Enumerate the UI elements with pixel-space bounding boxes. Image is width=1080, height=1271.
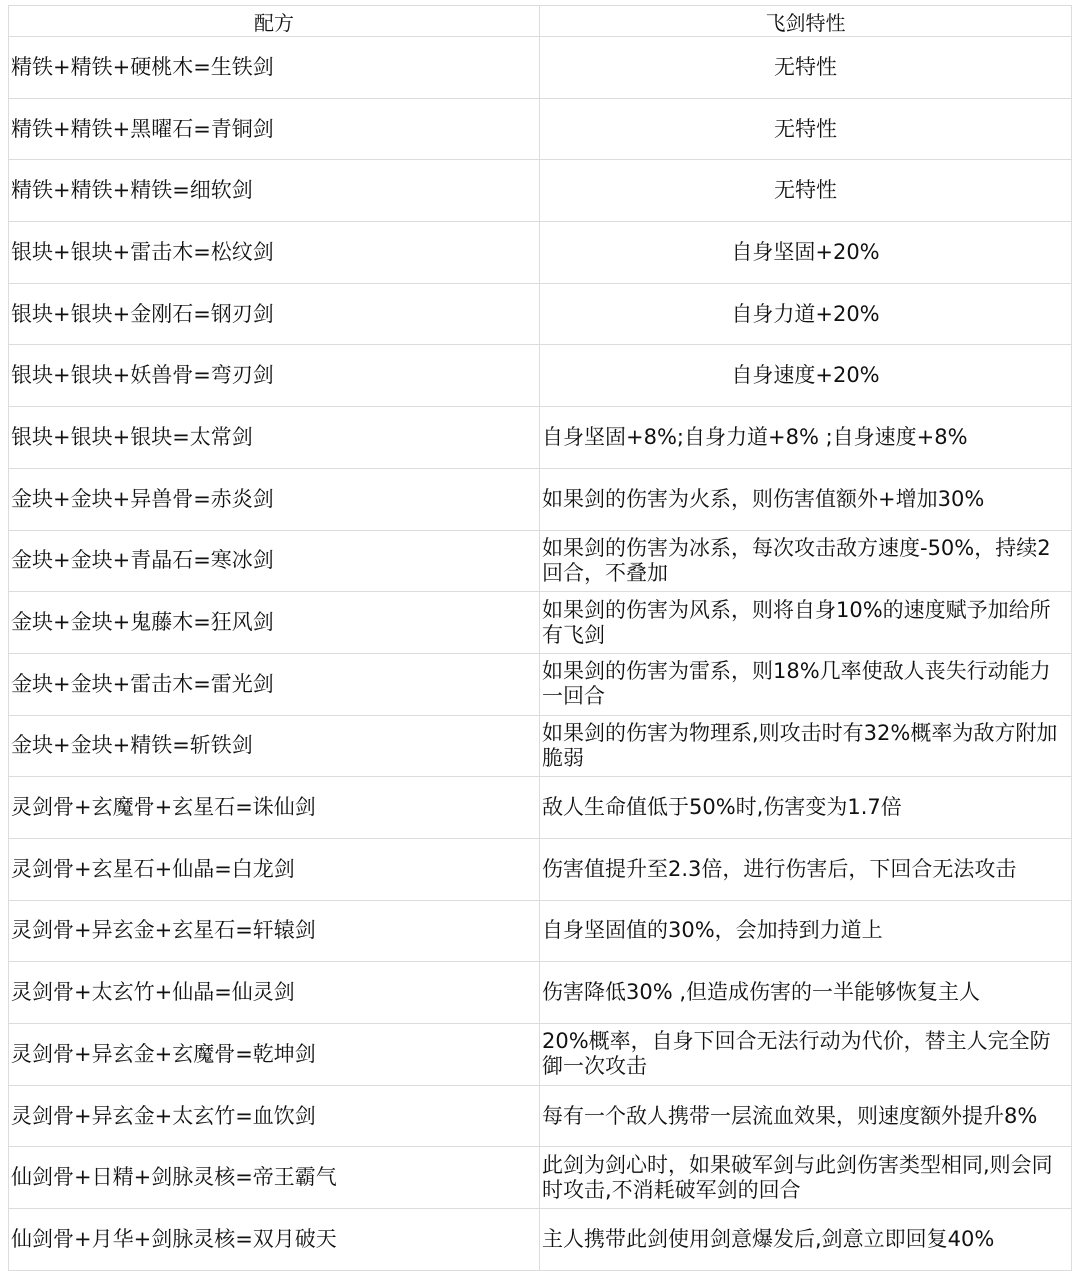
table-row <box>9 777 1072 839</box>
table-row <box>9 653 1072 715</box>
recipe-cell: 银块+银块+雷击木=松纹剑 <box>9 222 540 284</box>
recipe-cell: 银块+银块+金刚石=钢刃剑 <box>9 283 540 345</box>
trait-cell: 伤害值提升至2.3倍，进行伤害后，下回合无法攻击 <box>540 838 1072 900</box>
trait-cell: 无特性 <box>540 37 1072 99</box>
table-row <box>9 283 1072 345</box>
trait-cell: 自身坚固值的30%，会加持到力道上 <box>540 900 1072 962</box>
trait-cell: 无特性 <box>540 160 1072 222</box>
trait-cell: 无特性 <box>540 98 1072 160</box>
trait-cell: 如果剑的伤害为物理系,则攻击时有32%概率为敌方附加脆弱 <box>540 715 1072 777</box>
recipe-cell: 精铁+精铁+精铁=细软剑 <box>9 160 540 222</box>
recipe-cell: 金块+金块+异兽骨=赤炎剑 <box>9 468 540 530</box>
trait-cell: 敌人生命值低于50%时,伤害变为1.7倍 <box>540 777 1072 839</box>
recipe-cell: 精铁+精铁+硬桃木=生铁剑 <box>9 37 540 99</box>
recipe-cell: 仙剑骨+月华+剑脉灵核=双月破天 <box>9 1209 540 1271</box>
recipe-cell: 精铁+精铁+黑曜石=青铜剑 <box>9 98 540 160</box>
trait-cell: 伤害降低30% ,但造成伤害的一半能够恢复主人 <box>540 962 1072 1024</box>
recipe-cell: 银块+银块+银块=太常剑 <box>9 407 540 469</box>
table-row <box>9 838 1072 900</box>
recipe-cell: 金块+金块+精铁=斩铁剑 <box>9 715 540 777</box>
table-row <box>9 37 1072 99</box>
recipe-cell: 灵剑骨+太玄竹+仙晶=仙灵剑 <box>9 962 540 1024</box>
table-row <box>9 1024 1072 1086</box>
table-row <box>9 160 1072 222</box>
table-row <box>9 715 1072 777</box>
trait-cell: 如果剑的伤害为风系，则将自身10%的速度赋予加给所有飞剑 <box>540 592 1072 654</box>
header-recipe: 配方 <box>9 6 540 37</box>
table-row <box>9 345 1072 407</box>
trait-cell: 自身速度+20% <box>540 345 1072 407</box>
recipe-cell: 灵剑骨+玄魔骨+玄星石=诛仙剑 <box>9 777 540 839</box>
recipe-cell: 灵剑骨+异玄金+太玄竹=血饮剑 <box>9 1085 540 1147</box>
trait-cell: 如果剑的伤害为火系，则伤害值额外+增加30% <box>540 468 1072 530</box>
table-body <box>9 37 1072 1271</box>
header-trait: 飞剑特性 <box>540 6 1072 37</box>
recipe-cell: 银块+银块+妖兽骨=弯刃剑 <box>9 345 540 407</box>
table-row <box>9 530 1072 592</box>
trait-cell: 主人携带此剑使用剑意爆发后,剑意立即回复40% <box>540 1209 1072 1271</box>
table-row <box>9 962 1072 1024</box>
trait-cell: 如果剑的伤害为雷系，则18%几率使敌人丧失行动能力一回合 <box>540 653 1072 715</box>
trait-cell: 每有一个敌人携带一层流血效果，则速度额外提升8% <box>540 1085 1072 1147</box>
recipe-cell: 金块+金块+青晶石=寒冰剑 <box>9 530 540 592</box>
recipe-cell: 金块+金块+雷击木=雷光剑 <box>9 653 540 715</box>
recipe-cell: 仙剑骨+日精+剑脉灵核=帝王霸气 <box>9 1147 540 1209</box>
table-row <box>9 1085 1072 1147</box>
recipe-cell: 金块+金块+鬼藤木=狂风剑 <box>9 592 540 654</box>
trait-cell: 此剑为剑心时，如果破军剑与此剑伤害类型相同,则会同时攻击,不消耗破军剑的回合 <box>540 1147 1072 1209</box>
recipe-table-container <box>8 5 1071 1271</box>
table-row <box>9 222 1072 284</box>
table-row <box>9 468 1072 530</box>
recipe-cell: 灵剑骨+玄星石+仙晶=白龙剑 <box>9 838 540 900</box>
table-row <box>9 98 1072 160</box>
flying-sword-recipe-table <box>8 5 1072 1271</box>
table-row <box>9 1209 1072 1271</box>
table-row <box>9 900 1072 962</box>
trait-cell: 如果剑的伤害为冰系，每次攻击敌方速度-50%，持续2回合，不叠加 <box>540 530 1072 592</box>
table-row <box>9 407 1072 469</box>
trait-cell: 20%概率，自身下回合无法行动为代价，替主人完全防御一次攻击 <box>540 1024 1072 1086</box>
trait-cell: 自身坚固+8%;自身力道+8% ;自身速度+8% <box>540 407 1072 469</box>
recipe-cell: 灵剑骨+异玄金+玄魔骨=乾坤剑 <box>9 1024 540 1086</box>
recipe-cell: 灵剑骨+异玄金+玄星石=轩辕剑 <box>9 900 540 962</box>
table-header-row <box>9 6 1072 37</box>
trait-cell: 自身坚固+20% <box>540 222 1072 284</box>
trait-cell: 自身力道+20% <box>540 283 1072 345</box>
table-row <box>9 592 1072 654</box>
table-row <box>9 1147 1072 1209</box>
